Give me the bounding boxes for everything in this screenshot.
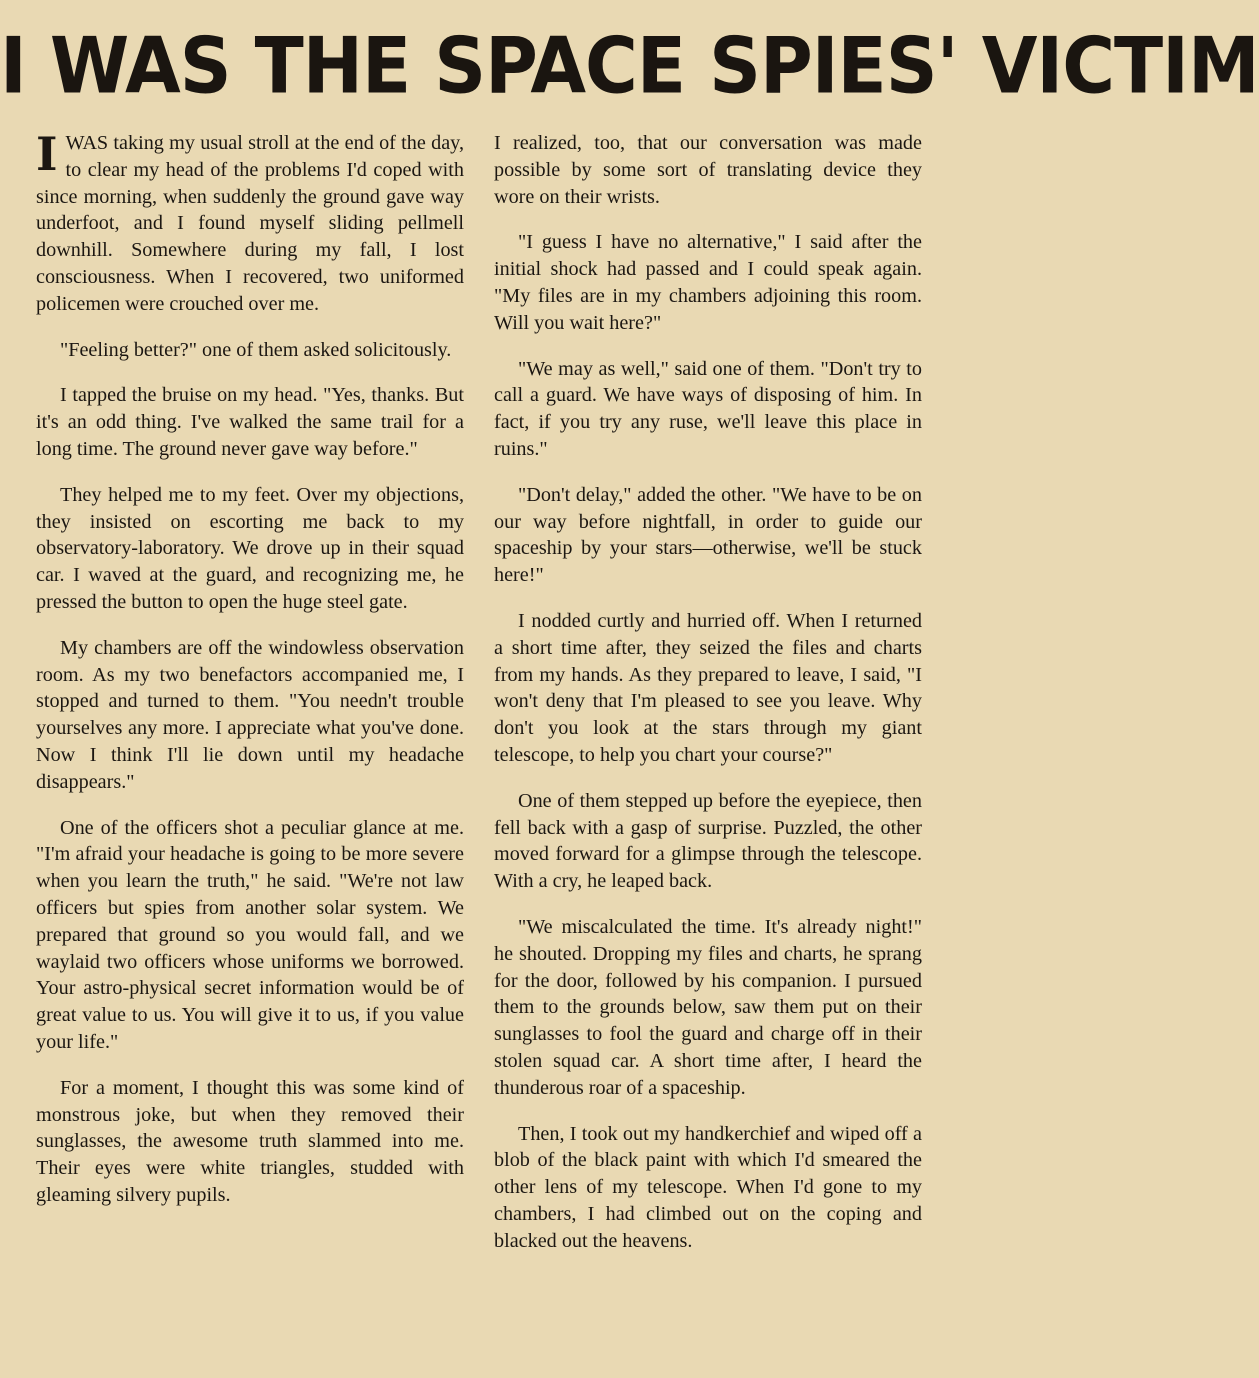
story-paragraph-13: One of them stepped up before the eyepiece, then fell back with a gasp of surprise. Puzzled, the other moved forward for a glimpse through the telescope. With a cry, he leaped back. xyxy=(494,789,922,893)
story-paragraph-5: My chambers are off the windowless observation room. As my two benefactors accompanied me, I stopped and turned to them. "You needn't trouble yourselves any more. I appreciate what you've done. Now I think I'll lie down until my headache disappears." xyxy=(36,636,464,793)
story-paragraph-4: They helped me to my feet. Over my objections, they insisted on escorting me back to my observatory-laboratory. We drove up in their squad car. I waved at the guard, and recognizing me, he pressed the button to open the huge steel gate. xyxy=(36,483,464,613)
left-column xyxy=(36,127,464,1228)
right-column xyxy=(494,130,922,1273)
story-paragraph-14: "We miscalculated the time. It's already night!" he shouted. Dropping my files and charts, he sprang for the door, followed by his companion. I pursued them to the grounds below, saw them put on their sunglasses to fool the guard and charge off in their stolen squad car. A short time after, I heard the thunderous roar of a spaceship. xyxy=(494,915,922,1099)
story-paragraph-2: "Feeling better?" one of them asked solicitously. xyxy=(60,338,452,361)
story-paragraph-6: One of the officers shot a peculiar glance at me. "I'm afraid your headache is going to be more severe when you learn the truth," he said. "We're not law officers but spies from another solar system. We prepared that ground so you would fall, and we waylaid two officers whose uniforms we borrowed. Your astro-physical secret information would be of great value to us. You will give it to us, if you value your life." xyxy=(36,816,464,1053)
story-paragraph-15: Then, I took out my handkerchief and wiped off a blob of the black paint with which I'd smeared the other lens of my telescope. When I'd gone to my chambers, I had climbed out on the coping and blacked out the heavens. xyxy=(494,1122,922,1252)
story-paragraph-11: "Don't delay," added the other. "We have to be on our way before nightfall, in order to guide our spaceship by your stars—otherwise, we'll be stuck here!" xyxy=(494,483,922,587)
story-paragraph-7: For a moment, I thought this was some kind of monstrous joke, but when they removed their sunglasses, the awesome truth slammed into me. Their eyes were white triangles, studded with gleaming silvery pupils. xyxy=(36,1076,464,1206)
story-paragraph-3: I tapped the bruise on my head. "Yes, thanks. But it's an odd thing. I've walked the same trail for a long time. The ground never gave way before." xyxy=(36,384,464,460)
story-headline: I WAS THE SPACE SPIES' VICTIM xyxy=(0,20,1259,111)
drop-cap: I xyxy=(36,127,58,181)
paragraph-text: WAS taking my usual stroll at the end of the day, to clear my head of the problems I'd coped with since morning, when suddenly the ground gave way underfoot, and I found myself sliding pellmell downhill. Somewhere during my fall, I lost consciousness. When I recovered, two uniformed policemen were crouched over me. xyxy=(36,132,464,315)
story-paragraph-10: "We may as well," said one of them. "Don't try to call a guard. We have ways of disposing of him. In fact, if you try any ruse, we'll leave this place in ruins." xyxy=(494,357,922,460)
story-paragraph-8: I realized, too, that our conversation was made possible by some sort of translating device they wore on their wrists. xyxy=(494,132,922,208)
story-paragraph-1 xyxy=(36,127,464,318)
story-paragraph-9: "I guess I have no alternative," I said after the initial shock had passed and I could speak again. "My files are in my chambers adjoining this room. Will you wait here?" xyxy=(494,231,922,334)
story-paragraph-12: I nodded curtly and hurried off. When I returned a short time after, they seized the files and charts from my hands. As they prepared to leave, I said, "I won't deny that I'm pleased to see you leave. Why don't you look at the stars through my giant telescope, to help you chart your course?" xyxy=(494,609,922,766)
